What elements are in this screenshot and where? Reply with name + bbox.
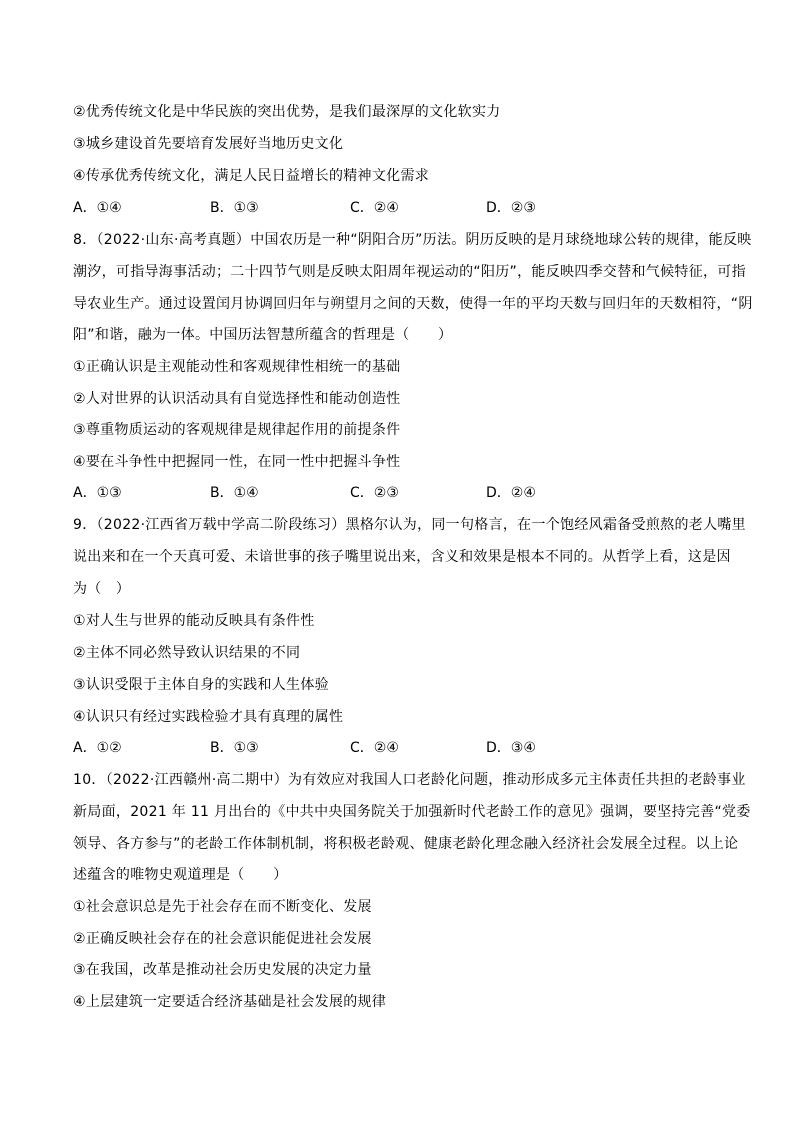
q8-options [73, 483, 713, 503]
q9-stem-line: 为（ ） [73, 581, 131, 597]
q10-stem-line: 10．（2022·江西赣州·高二期中）为有效应对我国人口老龄化问题，推动形成多元主体责任共担的老龄事业 [73, 772, 746, 788]
q8-stem-line: 8．（2022·山东·高考真题）中国农历是一种“阴阳合历”历法。阴历反映的是月球绕地球公转的规律，能反映 [73, 232, 752, 248]
q8-stem-line: 阳”和谐，融为一体。中国历法智慧所蕴含的哲理是（ ） [73, 327, 453, 343]
q9-option-a[interactable]: A．①② [73, 740, 122, 756]
q9-item-2: ②主体不同必然导致认识结果的不同 [73, 645, 301, 661]
q10-item-1: ①社会意识总是先于社会存在而不断变化、发展 [73, 899, 372, 915]
q9-item-1: ①对人生与世界的能动反映具有条件性 [73, 613, 315, 629]
q9-options [73, 738, 713, 758]
q10-stem-line: 新局面，2021 年 11 月出台的《中共中央国务院关于加强新时代老龄工作的意见》强调，要坚持完善“党委 [73, 804, 751, 820]
q9-stem-line: 说出来和在一个天真可爱、未谙世事的孩子嘴里说出来，含义和效果是根本不同的。从哲学上看，这是因 [73, 549, 731, 565]
q10-stem-line: 领导、各方参与”的老龄工作体制机制，将积极老龄观、健康老龄化理念融入经济社会发展全过程。以上论 [73, 836, 739, 852]
q8-item-1: ①正确认识是主观能动性和客观规律性相统一的基础 [73, 359, 401, 375]
q10-stem-line: 述蕴含的唯物史观道理是（ ） [73, 867, 288, 883]
q7-option-b[interactable]: B．①③ [210, 200, 259, 216]
q8-stem-line: 潮汐，可指导海事活动；二十四节气则是反映太阳周年视运动的“阳历”，能反映四季交替和气候特征，可指 [73, 264, 746, 280]
q8-option-d[interactable]: D．②④ [486, 485, 536, 501]
q8-option-b[interactable]: B．①④ [210, 485, 259, 501]
q8-stem-line: 导农业生产。通过设置闰月协调回归年与朔望月之间的天数，使得一年的平均天数与回归年的天数相符，“阴 [73, 296, 753, 312]
q9-option-c[interactable]: C．②④ [350, 740, 399, 756]
q7-options [73, 198, 713, 218]
q7-option-d[interactable]: D．②③ [486, 200, 536, 216]
q8-option-c[interactable]: C．②③ [350, 485, 399, 501]
q9-item-4: ④认识只有经过实践检验才具有真理的属性 [73, 709, 344, 725]
q7-item-3: ③城乡建设首先要培育发展好当地历史文化 [73, 136, 344, 152]
q9-stem-line: 9．（2022·江西省万载中学高二阶段练习）黑格尔认为，同一句格言，在一个饱经风霜备受煎熬的老人嘴里 [73, 517, 746, 533]
q7-option-c[interactable]: C．②④ [350, 200, 399, 216]
q8-item-3: ③尊重物质运动的客观规律是规律起作用的前提条件 [73, 422, 401, 438]
q7-item-2: ②优秀传统文化是中华民族的突出优势，是我们最深厚的文化软实力 [73, 104, 501, 120]
q8-item-2: ②人对世界的认识活动具有自觉选择性和能动创造性 [73, 391, 401, 407]
q10-item-2: ②正确反映社会存在的社会意识能促进社会发展 [73, 931, 372, 947]
q10-item-3: ③在我国，改革是推动社会历史发展的决定力量 [73, 962, 372, 978]
q9-item-3: ③认识受限于主体自身的实践和人生体验 [73, 677, 329, 693]
q9-option-d[interactable]: D．③④ [486, 740, 536, 756]
q8-item-4: ④要在斗争性中把握同一性，在同一性中把握斗争性 [73, 454, 401, 470]
q7-option-a[interactable]: A．①④ [73, 200, 122, 216]
q8-option-a[interactable]: A．①③ [73, 485, 122, 501]
q9-option-b[interactable]: B．①③ [210, 740, 259, 756]
q7-item-4: ④传承优秀传统文化，满足人民日益增长的精神文化需求 [73, 168, 430, 184]
q10-item-4: ④上层建筑一定要适合经济基础是社会发展的规律 [73, 994, 387, 1010]
